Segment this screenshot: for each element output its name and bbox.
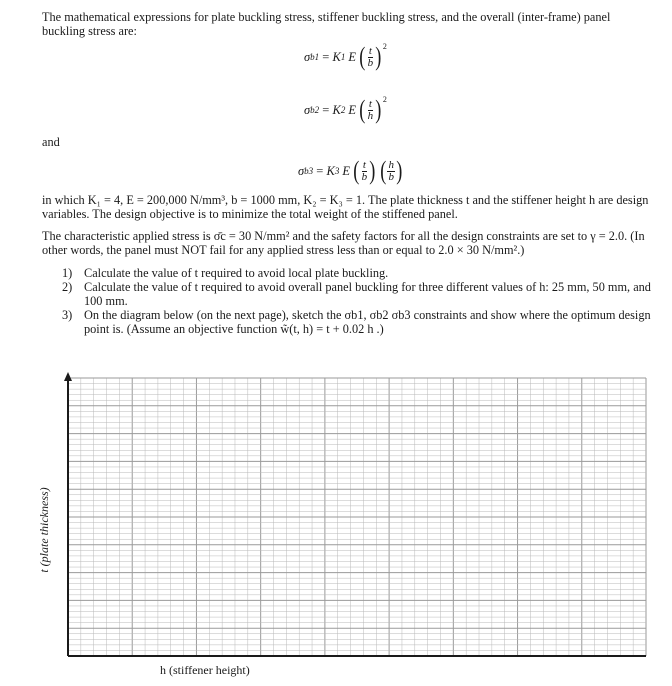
eq2-numerator: t [368,97,372,110]
eq3-fraction-group-2: ( $\frac{h}{b}$ ) [380,156,403,185]
task-item-2 [62,280,656,308]
eq3-k: K [326,164,335,178]
parameters-paragraph [42,193,654,221]
eq3-denominator-2: b [388,170,394,183]
eq1-equals: = [319,50,333,64]
eq1-fraction-group: ( $\frac{t}{b}$ ) 2 [359,42,387,71]
task-number-1: 1) [62,266,73,280]
intro-paragraph [42,10,654,38]
intro-text: The mathematical expressions for plate buckling stress, stiffener buckling stress, and the overall (inter-frame) panel buckling stress are: [42,10,611,38]
task-number-2: 2) [62,280,73,294]
eq1-k: K [332,50,341,64]
graph-paper [62,372,652,662]
eq3-denominator-1: b [361,170,368,183]
task-item-3 [62,308,656,336]
eq2-denominator: h [367,109,374,122]
task-text-3: On the diagram below (on the next page), sketch the σb1, σb2 σb3 constraints and show where the optimum design point is. (Assume an objective function w̃(t, h) = t + 0.02 h .) [84,308,651,336]
eq2-e: E [348,103,356,117]
equation-panel-buckling [298,158,404,184]
eq1-sigma: σ [304,50,311,64]
eq2-exponent: 2 [382,95,387,104]
equation-stiffener-buckling [304,97,387,123]
eq2-sigma-subscript: b2 [310,105,320,115]
eq1-numerator: t [368,44,372,57]
eq1-fraction [367,46,375,69]
eq1-sigma-subscript: b1 [310,52,320,62]
task-item-1 [62,266,656,280]
eq3-fraction-group-1: ( $\frac{t}{b}$ ) [353,156,376,185]
eq2-fraction [367,99,375,122]
task-list [62,266,656,336]
y-axis-arrow-icon [64,372,72,381]
eq2-equals: = [319,103,333,117]
eq3-equals: = [313,164,327,178]
eq1-denominator: b [367,56,374,69]
applied-stress-text: The characteristic applied stress is σ̄c = 30 N/mm² and the safety factors for all the design constraints are set to γ = 2.0. (In other words, the panel must NOT fail for any applied stress less than or equal to 2.0 × 30 N/mm².) [42,229,645,257]
eq2-sigma: σ [304,103,311,117]
and-label: and [42,135,60,149]
applied-stress-paragraph [42,229,654,257]
y-axis-label: t (plate thickness) [37,487,51,573]
eq2-k-subscript: 2 [340,105,346,115]
eq3-fraction-1 [361,160,369,183]
task-text-1: Calculate the value of t required to avoid local plate buckling. [84,266,389,280]
eq1-k-subscript: 1 [340,52,346,62]
eq2-k: K [332,103,341,117]
eq3-sigma: σ [298,164,305,178]
equation-plate-buckling [304,44,387,70]
eq1-exponent: 2 [382,42,387,51]
task-text-2: Calculate the value of t required to avoid overall panel buckling for three different values of h: 25 mm, 50 mm, and 100 mm. [84,280,651,308]
task-number-3: 3) [62,308,73,322]
parameters-text: in which K₁ = 4, E = 200,000 N/mm³, b = 1000 mm, K₂ = K₃ = 1. The plate thickness t and the stiffener height h are design variables. The design objective is to minimize the total weight of the stiffened panel. [42,193,649,221]
eq3-numerator-1: t [362,158,366,171]
x-axis-label: h (stiffener height) [160,663,250,677]
eq3-numerator-2: h [388,158,394,171]
eq1-e: E [348,50,356,64]
eq3-fraction-2 [387,160,395,183]
eq3-e: E [342,164,350,178]
eq3-sigma-subscript: b3 [304,166,314,176]
eq2-fraction-group: ( $\frac{t}{h}$ ) 2 [359,95,387,124]
eq3-k-subscript: 3 [334,166,340,176]
